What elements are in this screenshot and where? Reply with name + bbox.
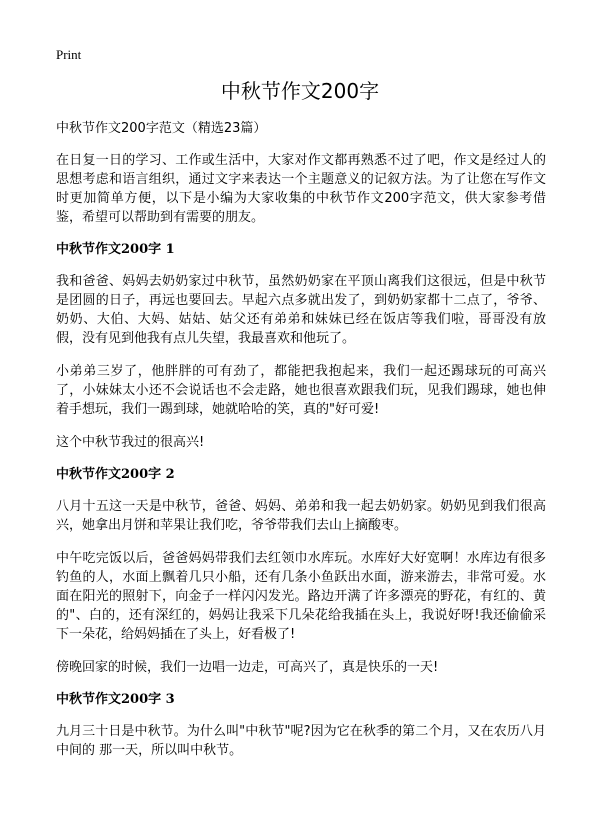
section-heading: 中秋节作文200字 3 [56,692,175,707]
section-paragraph: 傍晚回家的时候，我们一边唱一边走，可高兴了，真是快乐的一天! [56,660,439,675]
section-heading: 中秋节作文200字 2 [56,467,175,482]
document-body [56,120,546,774]
section-3 [56,691,546,760]
section-paragraph: 八月十五这一天是中秋节，爸爸、妈妈、弟弟和我一起去奶奶家。奶奶见到我们很高兴，她拿出月饼和苹果让我们吃，爷爷带我们去山上摘酸枣。 [56,499,546,533]
section-paragraph: 我和爸爸、妈妈去奶奶家过中秋节，虽然奶奶家在平顶山离我们这很远，但是中秋节是团圆的日子，再远也要回去。早起六点多就出发了，到奶奶家都十二点了，爷爷、奶奶、大伯、大妈、姑姑、姑父还有弟弟和妹妹已经在饭店等我们啦，哥哥没有放假，没有见到他我有点儿失望，我最喜欢和他玩了。 [56,274,546,346]
section-paragraph: 中午吃完饭以后，爸爸妈妈带我们去红领巾水库玩。水库好大好宽啊！水库边有很多钓鱼的人，水面上飘着几只小船，还有几条小鱼跃出水面，游来游去，非常可爱。水面在阳光的照射下，向金子一样闪闪发光。路边开满了许多漂亮的野花，有红的、黄的"、白的，还有深红的，妈妈让我采下几朵花给我插在头上，我说好呀!我还偷偷采下一朵花，给妈妈插在了头上，好看极了! [56,551,546,642]
section-paragraph: 这个中秋节我过的很高兴! [56,435,205,450]
section-1 [56,241,546,452]
section-heading: 中秋节作文200字 1 [56,242,175,257]
section-paragraph: 九月三十日是中秋节。为什么叫"中秋节"呢?因为它在秋季的第二个月，又在农历八月中间的 那一天，所以叫中秋节。 [56,724,546,758]
section-paragraph: 小弟弟三岁了，他胖胖的可有劲了，都能把我抱起来，我们一起还踢球玩的可高兴了，小妹妹太小还不会说话也不会走路，她也很喜欢跟我们玩，见我们踢球，她也伸着手想玩，我们一踢到球，她就哈哈的笑，真的"好可爱! [56,364,546,417]
document-subtitle: 中秋节作文200字范文（精选23篇） [56,121,267,136]
section-2 [56,466,546,677]
intro-paragraph: 在日复一日的学习、工作或生活中，大家对作文都再熟悉不过了吧，作文是经过人的思想考虑和语言组织，通过文字来表达一个主题意义的记叙方法。为了让您在写作文时更加简单方便，以下是小编为大家收集的中秋节作文200字范文，供大家参考借鉴，希望可以帮助到有需要的朋友。 [56,153,546,225]
page-title: 中秋节作文200字 [220,79,380,103]
print-label: Print [56,47,82,62]
